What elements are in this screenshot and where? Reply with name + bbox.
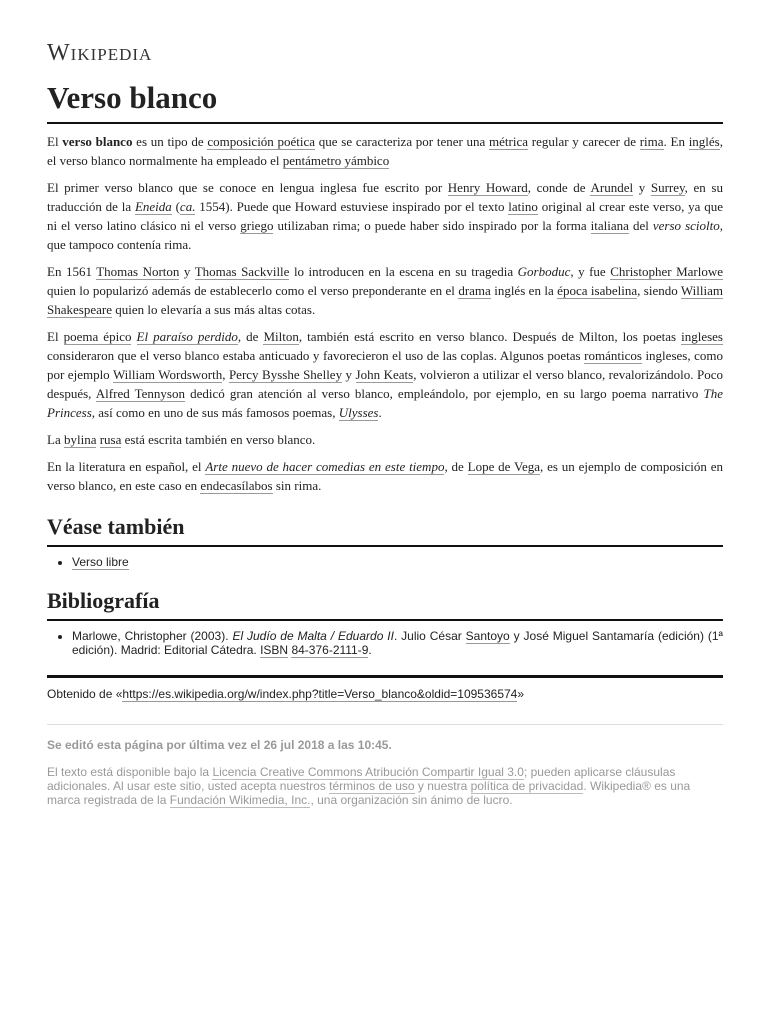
link-arte-nuevo[interactable]: Arte nuevo de hacer comedias en este tiempo (205, 459, 445, 474)
bibliography-list (47, 629, 723, 657)
link-license[interactable]: Licencia Creative Commons Atribución Compartir Igual 3.0 (212, 765, 524, 779)
link-isbn-number[interactable]: 84-376-2111-9 (291, 643, 369, 657)
link-verso-libre[interactable]: Verso libre (72, 555, 129, 569)
see-also-list (47, 555, 723, 569)
link-eneida[interactable]: Eneida (134, 199, 172, 214)
link-isbn[interactable]: ISBN (260, 643, 289, 657)
link-wikimedia-foundation[interactable]: Fundación Wikimedia, Inc. (169, 793, 311, 807)
link-ingleses[interactable]: ingleses (681, 329, 723, 344)
link-william-shakespeare[interactable]: William Shakespeare (47, 283, 723, 317)
paragraph-spanish: En la literatura en español, el Arte nuevo de hacer comedias en este tiempo, de Lope de Vega, es un ejemplo de composición en verso blanco, en este caso en endecasílabos sin rima. (47, 459, 723, 493)
heading-see-also: Véase también (47, 511, 723, 547)
heading-bibliography: Bibliografía (47, 585, 723, 621)
last-edited: Se editó esta página por última vez el 26 jul 2018 a las 10:45. (47, 738, 392, 752)
link-latino[interactable]: latino (508, 199, 538, 214)
link-epoca-isabelina[interactable]: época isabelina (557, 283, 638, 298)
link-ingles[interactable]: inglés (688, 134, 720, 149)
link-surrey[interactable]: Surrey (650, 180, 685, 195)
link-thomas-norton[interactable]: Thomas Norton (96, 264, 180, 279)
list-item: • Marlowe, Christopher (2003). El Judío de Malta / Eduardo II. Julio César Santoyo y José Miguel Santamaría (edición) (1ª edición). Madrid: Editorial Cátedra. ISBN 84-376-2111-9. (72, 629, 723, 657)
link-milton[interactable]: Milton (263, 329, 299, 344)
paragraph-1561: En 1561 Thomas Norton y Thomas Sackville lo introducen en la escena en su tragedia Gorboduc, y fue Christopher Marlowe quien lo popularizó además de establecerlo como el verso preponderante en el drama inglés en la época isabelina, siendo William Shakespeare quien lo elevaría a sus más altas cotas. (47, 264, 723, 317)
link-metrica[interactable]: métrica (489, 134, 529, 149)
link-ulysses[interactable]: Ulysses (338, 405, 379, 420)
link-paraiso-perdido[interactable]: El paraíso perdido (136, 329, 238, 344)
link-privacy-policy[interactable]: política de privacidad (470, 779, 584, 793)
link-bylina[interactable]: bylina (63, 432, 97, 447)
link-ca[interactable]: ca. (179, 199, 196, 214)
link-santoyo[interactable]: Santoyo (465, 629, 510, 643)
link-pentametro-yambico[interactable]: pentámetro yámbico (282, 153, 390, 168)
link-rima[interactable]: rima (639, 134, 664, 149)
link-henry-howard[interactable]: Henry Howard (447, 180, 528, 195)
link-drama[interactable]: drama (458, 283, 491, 298)
link-arundel[interactable]: Arundel (590, 180, 634, 195)
link-romanticos[interactable]: románticos (584, 348, 642, 363)
page (47, 0, 723, 807)
footer (47, 724, 723, 807)
paragraph-bylina: La bylina rusa está escrita también en verso blanco. (47, 432, 316, 447)
paragraph-origin: El primer verso blanco que se conoce en lengua inglesa fue escrito por Henry Howard, conde de Arundel y Surrey, en su traducción de la Eneida (ca. 1554). Puede que Howard estuviese inspirado por el texto latino original al crear este verso, ya que ni el verso latino clásico ni el verso griego utilizaban rima; o puede haber sido inspirado por la forma italiana del verso sciolto, que tampoco contenía rima. (47, 180, 723, 252)
link-percy-bysshe-shelley[interactable]: Percy Bysshe Shelley (228, 367, 343, 382)
list-item (72, 555, 723, 569)
link-griego[interactable]: griego (240, 218, 274, 233)
link-poema-epico[interactable]: poema épico (63, 329, 132, 344)
link-lope-de-vega[interactable]: Lope de Vega (467, 459, 541, 474)
link-terms-of-use[interactable]: términos de uso (329, 779, 415, 793)
wikipedia-logo[interactable]: Wikipedia (47, 40, 153, 66)
link-endecasilabos[interactable]: endecasílabos (200, 478, 273, 493)
paragraph-milton: El poema épico El paraíso perdido, de Milton, también está escrito en verso blanco. Después de Milton, los poetas ingleses consideraron que el verso blanco estaba anticuado y favorecieron el uso de las coplas. Algunos poetas románticos ingleses, como por ejemplo William Wordsworth, Percy Bysshe Shelley y John Keats, volvieron a utilizar el verso blanco, revalorizándolo. Poco después, Alfred Tennyson dedicó gran atención al verso blanco, empleándolo, por ejemplo, en su largo poema narrativo The Princess, así como en uno de sus más famosos poemas, Ulysses. (47, 329, 724, 420)
paragraph-intro: El verso blanco es un tipo de composición poética que se caracteriza por tener una métrica regular y carecer de rima. En inglés, el verso blanco normalmente ha empleado el pentámetro yámbico (47, 134, 723, 168)
link-rusa[interactable]: rusa (99, 432, 122, 447)
link-alfred-tennyson[interactable]: Alfred Tennyson (95, 386, 185, 401)
page-title: Verso blanco (47, 78, 723, 124)
license-text: El texto está disponible bajo la Licencia Creative Commons Atribución Compartir Igual 3.0; pueden aplicarse cláusulas adicionales. Al usar este sitio, usted acepta nuestros términos de uso y nuestra política de privacidad. Wikipedia® es una marca registrada de la Fundación Wikimedia, Inc., una organización sin ánimo de lucro. (47, 765, 691, 807)
retrieved-from: Obtenido de «https://es.wikipedia.org/w/index.php?title=Verso_blanco&oldid=109536574» (47, 675, 723, 702)
link-william-wordsworth[interactable]: William Wordsworth (112, 367, 223, 382)
source-url-link[interactable]: https://es.wikipedia.org/w/index.php?title=Verso_blanco&oldid=109536574 (122, 687, 518, 701)
link-italiana[interactable]: italiana (590, 218, 629, 233)
link-john-keats[interactable]: John Keats (355, 367, 414, 382)
link-composicion-poetica[interactable]: composición poética (207, 134, 316, 149)
link-christopher-marlowe[interactable]: Christopher Marlowe (610, 264, 723, 279)
link-thomas-sackville[interactable]: Thomas Sackville (194, 264, 290, 279)
